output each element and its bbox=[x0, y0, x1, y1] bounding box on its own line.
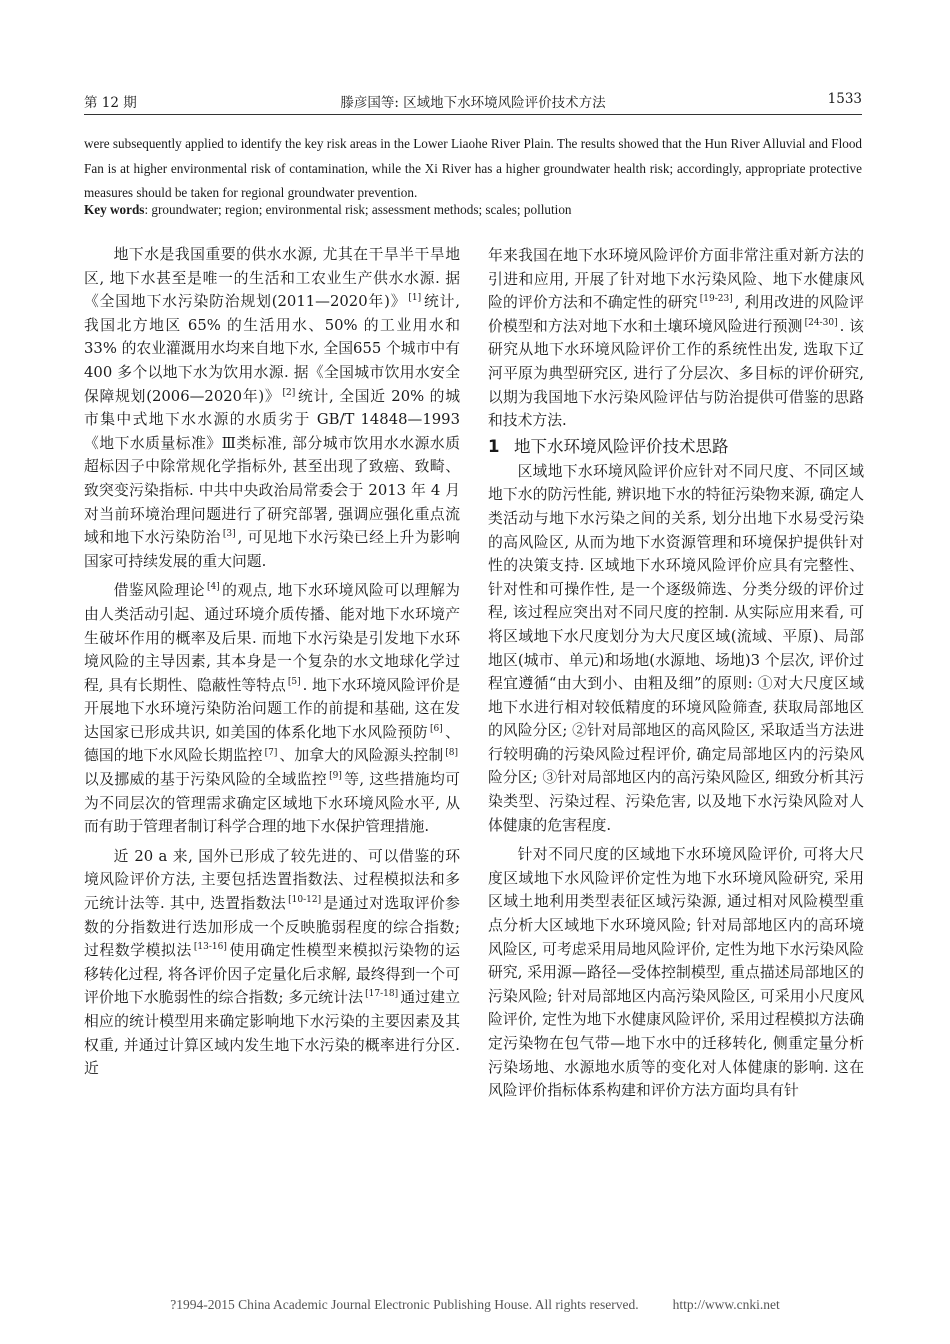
footer-link[interactable]: http://www.cnki.net bbox=[672, 1297, 780, 1312]
citation[interactable]: [2] bbox=[282, 387, 296, 398]
running-header bbox=[84, 88, 862, 115]
citation[interactable]: [4] bbox=[206, 582, 220, 593]
citation[interactable]: [5] bbox=[287, 676, 301, 687]
citation[interactable]: [7] bbox=[264, 747, 278, 758]
right-column bbox=[488, 244, 864, 1103]
paragraph-intro-continued: 年来我国在地下水环境风险评价方面非常注重对新方法的引进和应用, 开展了针对地下水污染风险、地下水健康风险的评价方法和不确定性的研究 [19-23] , 利用改进的风险评价模型和方法对地下水和土壤环境风险进行预测 [24-30] . 该研究从地下水环境风险评价工作的系统性出发, 选取下辽河平原为典型研究区, 进行了分层次、多目标的评价研究, 以期为我国地下水污染风险评估与防治提供可借鉴的思路和技术方法. bbox=[488, 247, 864, 430]
citation[interactable]: [10-12] bbox=[288, 895, 322, 906]
citation[interactable]: [6] bbox=[430, 723, 443, 734]
copyright-text: ?1994-2015 China Academic Journal Electronic Publishing House. All rights reserved. bbox=[170, 1297, 639, 1312]
left-column bbox=[84, 243, 460, 1081]
paragraph-section-1: 区域地下水环境风险评价应针对不同尺度、不同区域地下水的防污性能, 辨识地下水的特征污染物来源, 确定人类活动与地下水污染之间的关系, 划分出地下水易受污染的高风险区, 从而为地下水资源管理和环境保护提供针对性的决策支持. 区域地下水环境风险评价应具有完整性、针对性和可操作性, 是一个逐级筛选、分类分级的评价过程, 该过程应突出对不同尺度的控制. 从实际应用来看, 可将区域地下水尺度划分为大尺度区域(流域、平原)、局部地区(城市、单元)和场地(水源地、场地)3 个层次, 评价过程宜遵循“由大到小、由粗及细”的原则: ①对大尺度区域地下水进行相对较低精度的环境风险筛查, 获取局部地区的风险分区; ②针对局部地区的高风险区, 采取适当方法进行较明确的污染风险过程评价, 确定局部地区内的污染风险分区; ③针对局部地区内的高污染风险区, 细致分析其污染类型、污染过程、污染危害, 以及地下水污染风险对人体健康的危害程度. bbox=[488, 462, 864, 834]
issue-label: 第 12 期 bbox=[84, 95, 137, 111]
page-number: 1533 bbox=[827, 91, 862, 107]
citation[interactable]: [17-18] bbox=[365, 989, 399, 1000]
citation[interactable]: [1] bbox=[408, 293, 422, 304]
copyright-footer bbox=[0, 1297, 950, 1313]
citation[interactable]: [24-30] bbox=[804, 317, 838, 328]
citation[interactable]: [3] bbox=[222, 529, 236, 540]
paragraph-intro-1: 地下水是我国重要的供水水源, 尤其在干旱半干旱地区, 地下水甚至是唯一的生活和工农业生产供水水源. 据《全国地下水污染防治规划(2011—2020年)》 [1] 统计, 我国北方地区 65% 的生活用水、50% 的工业用水和 33% 的农业灌溉用水均来自地下水, 全国655 个城市中有 400 多个以地下水为饮用水源. 据《全国城市饮用水安全保障规划(2006—2020年)》 [2] 统计, 全国近 20% 的城市集中式地下水水源的水质劣于 GB/T 14848—1993《地下水质量标准》Ⅲ类标准, 部分城市饮用水水源水质超标因子中除常规化学指标外, 甚至出现了致癌、致畸、致突变污染指标. 中共中央政治局常委会于 2013 年 4 月对当前环境治理问题进行了研究部署, 强调应强化重点流域和地下水污染防治 [3] , 可见地下水污染已经上升为影响国家可持续发展的重大问题. bbox=[84, 246, 460, 570]
section-title: 地下水环境风险评价技术思路 bbox=[514, 436, 729, 456]
paragraph-intro-2: 借鉴风险理论 [4] 的观点, 地下水环境风险可以理解为由人类活动引起、通过环境介质传播、能对地下水环境产生破坏作用的概率及后果. 而地下水污染是引发地下水环境风险的主导因素, 其本身是一个复杂的水文地球化学过程, 具有长期性、隐蔽性等特点 [5] . 地下水环境风险评价是开展地下水环境污染防治问题工作的前提和基础, 这在发达国家已形成共识, 如美国的体系化地下水风险预防 [6] 、德国的地下水风险长期监控 [7] 、加拿大的风险源头控制 [8]以及挪威的基于污染风险的全域监控 [9] 等, 这些措施均可为不同层次的管理需求确定区域地下水环境风险水平, 从而有助于管理者制订科学合理的地下水保护管理措施. bbox=[84, 582, 460, 836]
running-title: 滕彦国等: 区域地下水环境风险评价技术方法 bbox=[340, 95, 606, 111]
paragraph-section-2: 针对不同尺度的区域地下水环境风险评价, 可将大尺度区域地下水风险评价定性为地下水环境风险研究, 采用区域土地利用类型表征区域污染源, 通过相对风险模型重点分析大区域地下水环境风险; 针对局部地区内的高环境风险区, 可考虑采用局地风险评价, 定性为地下水污染风险研究, 采用源—路径—受体控制模型, 重点描述局部地区的污染风险; 针对局部地区内高污染风险区, 可采用小尺度风险评价, 定性为地下水健康风险评价, 采用过程模拟方法确定污染物在包气带—地下水中的迁移转化, 侧重定量分析污染场地、水源地水质等的变化对人体健康的影响. 这在风险评价指标体系构建和评价方法方面均具有针 bbox=[488, 846, 864, 1100]
english-abstract: were subsequently applied to identify the key risk areas in the Lower Liaohe River Plain. The results showed that the Hun River Alluvial and Flood Fan is at higher environmental risk of contamination, while the Xi River has a higher groundwater health risk; accordingly, appropriate protective measures should be taken for regional groundwater prevention. bbox=[84, 136, 863, 200]
keywords-label: Key words bbox=[84, 202, 145, 217]
citation[interactable]: [9] bbox=[329, 771, 342, 782]
paragraph-intro-3: 近 20 a 来, 国外已形成了较先进的、可以借鉴的环境风险评价方法, 主要包括迭置指数法、过程模拟法和多元统计法等. 其中, 迭置指数法 [10-12] 是通过对选取评价参数的分指数进行迭加形成一个反映脆弱程度的综合指数; 过程数学模拟法 [13-16] 使用确定性模型来模拟污染物的运移转化过程, 将各评价因子定量化后求解, 最终得到一个可评价地下水脆弱性的综合指数; 多元统计法 [17-18] 通过建立相应的统计模型用来确定影响地下水污染的主要因素及其权重, 并通过计算区域内发生地下水污染的概率进行分区. 近 bbox=[84, 847, 460, 1078]
keywords-list: : groundwater; region; environmental risk; assessment methods; scales; pollution bbox=[144, 202, 572, 217]
section-heading bbox=[488, 433, 864, 460]
section-number: 1 bbox=[488, 436, 500, 456]
citation[interactable]: [8] bbox=[445, 747, 458, 758]
citation[interactable]: [19-23] bbox=[699, 294, 733, 305]
citation[interactable]: [13-16] bbox=[193, 942, 227, 953]
keywords-line bbox=[84, 200, 862, 220]
